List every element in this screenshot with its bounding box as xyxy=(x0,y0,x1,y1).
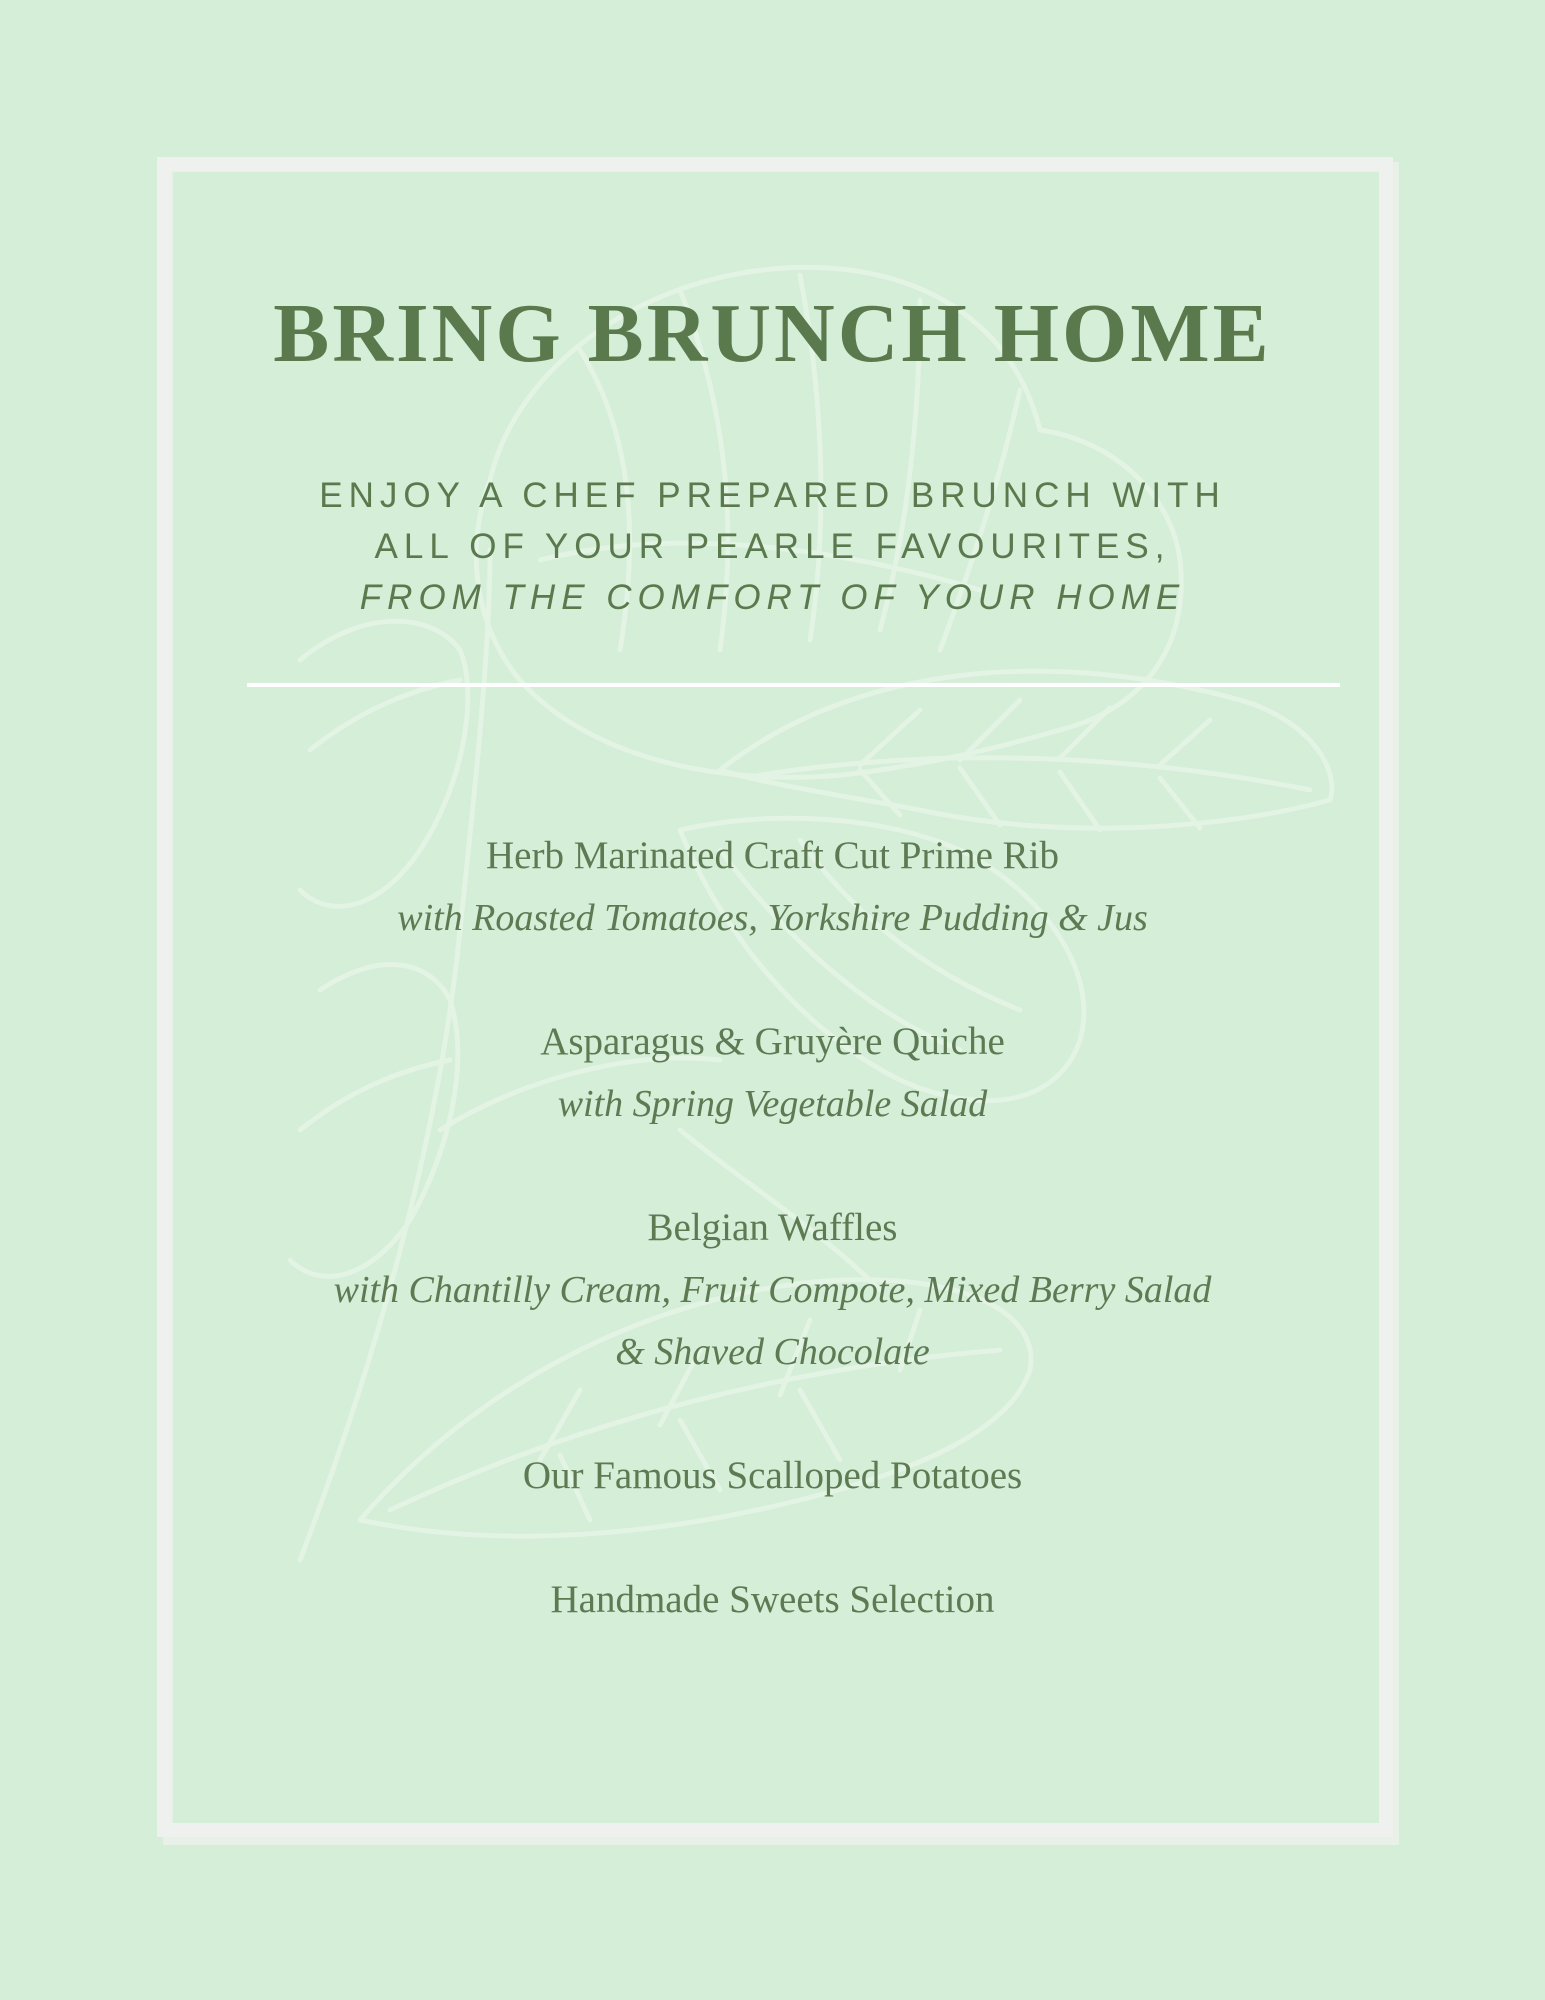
dish-description: with Chantilly Cream, Fruit Compote, Mixed Berry Salad xyxy=(333,1269,1212,1311)
page-title: BRING BRUNCH HOME xyxy=(273,287,1272,380)
dish-description: with Roasted Tomatoes, Yorkshire Pudding & Jus xyxy=(397,897,1148,939)
divider-line xyxy=(247,683,1340,687)
menu-item xyxy=(0,1197,1545,1383)
subtitle-line-2: ALL OF YOUR PEARLE FAVOURITES, xyxy=(374,527,1171,566)
subtitle-line-1: ENJOY A CHEF PREPARED BRUNCH WITH xyxy=(319,476,1226,515)
dish-name: Herb Marinated Craft Cut Prime Rib xyxy=(486,834,1059,877)
menu-item xyxy=(0,825,1545,949)
subtitle-line-3: FROM THE COMFORT OF YOUR HOME xyxy=(359,578,1186,617)
dish-description: with Spring Vegetable Salad xyxy=(557,1083,988,1125)
menu-item xyxy=(0,1569,1545,1631)
menu-item xyxy=(0,1445,1545,1507)
menu-list xyxy=(0,825,1545,1693)
dish-description: & Shaved Chocolate xyxy=(615,1331,930,1373)
dish-name: Our Famous Scalloped Potatoes xyxy=(522,1454,1023,1497)
dish-name: Handmade Sweets Selection xyxy=(550,1578,995,1621)
dish-name: Belgian Waffles xyxy=(647,1206,898,1249)
dish-name: Asparagus & Gruyère Quiche xyxy=(540,1020,1005,1063)
subtitle xyxy=(0,470,1545,623)
menu-item xyxy=(0,1011,1545,1135)
